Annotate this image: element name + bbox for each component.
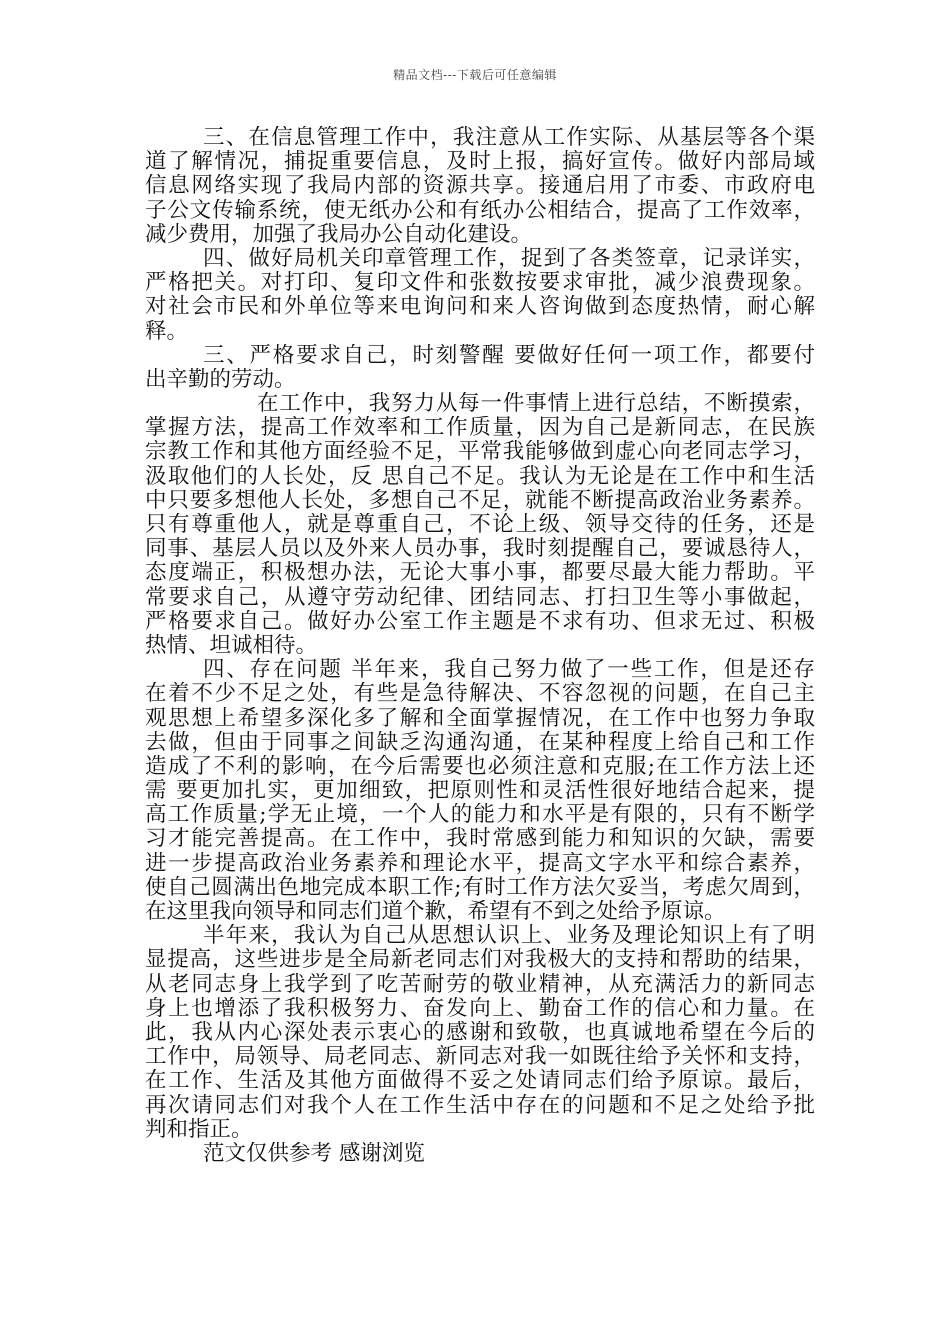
text-line: 对社会市民和外单位等来电询问和来人咨询做到态度热情，耐心解 xyxy=(145,295,815,320)
text-line: 道了解情况，捕捉重要信息，及时上报，搞好宣传。做好内部局域 xyxy=(145,150,815,175)
text-line: 习才能完善提高。在工作中，我时常感到能力和知识的欠缺，需要 xyxy=(145,827,815,852)
text-line: 严格要求自己。做好办公室工作主题是不求有功、但求无过、积极 xyxy=(145,609,815,634)
page-header: 精品文档---下载后可任意编辑 xyxy=(393,68,557,82)
text-line: 汲取他们的人长处，反 思自己不足。我认为无论是在工作中和生活 xyxy=(145,464,815,489)
text-line: 信息网络实现了我局内部的资源共享。接通启用了市委、市政府电 xyxy=(145,174,815,199)
text-line: 热情、坦诚相待。 xyxy=(145,633,318,658)
text-line: 三、在信息管理工作中，我注意从工作实际、从基层等各个渠 xyxy=(203,126,815,150)
text-line: 去做，但由于同事之间缺乏沟通沟通，在某种程度上给自己和工作 xyxy=(145,730,815,755)
text-line: 进一步提高政治业务素养和理论水平，提高文字水平和综合素养， xyxy=(145,851,815,876)
text-line: 在工作、生活及其他方面做得不妥之处请同志们给予原谅。最后， xyxy=(145,1069,815,1094)
text-line: 造成了不利的影响，在今后需要也必须注意和克服;在工作方法上还 xyxy=(145,754,815,779)
text-line: 此，我从内心深处表示衷心的感谢和致敬，也真诚地希望在今后的 xyxy=(145,1020,815,1045)
text-line: 态度端正，积极想办法，无论大事小事，都要尽最大能力帮助。平 xyxy=(145,561,815,586)
text-line: 四、存在问题 半年来，我自己努力做了一些工作，但是还存 xyxy=(203,658,815,683)
text-line: 中只要多想他人长处，多想自己不足，就能不断提高政治业务素养。 xyxy=(145,488,815,513)
text-line: 观思想上希望多深化多了解和全面掌握情况，在工作中也努力争取 xyxy=(145,706,815,731)
text-line: 掌握方法，提高工作效率和工作质量，因为自己是新同志，在民族 xyxy=(145,416,815,441)
text-line: 在着不少不足之处，有些是急待解决、不容忽视的问题，在自己主 xyxy=(145,682,815,707)
text-line: 严格把关。对打印、复印文件和张数按要求审批，减少浪费现象。 xyxy=(145,271,815,296)
text-line: 工作中，局领导、局老同志、新同志对我一如既往给予关怀和支持， xyxy=(145,1045,815,1070)
text-line: 使自己圆满出色地完成本职工作;有时工作方法欠妥当，考虑欠周到， xyxy=(145,875,815,900)
text-line: 三、严格要求自己，时刻警醒 要做好任何一项工作，都要付 xyxy=(203,343,815,368)
text-line: 宗教工作和其他方面经验不足，平常我能够做到虚心向老同志学习， xyxy=(145,440,815,465)
text-line: 四、做好局机关印章管理工作，捉到了各类签章，记录详实， xyxy=(203,246,815,271)
text-line: 高工作质量;学无止境，一个人的能力和水平是有限的，只有不断学 xyxy=(145,803,815,828)
text-line: 常要求自己，从遵守劳动纪律、团结同志、打扫卫生等小事做起， xyxy=(145,585,815,610)
text-line: 在这里我向领导和同志们道个歉，希望有不到之处给予原谅。 xyxy=(145,900,726,924)
text-line: 同事、基层人员以及外来人员办事，我时刻提醒自己，要诚恳待人， xyxy=(145,537,815,562)
text-line: 从老同志身上我学到了吃苦耐劳的敬业精神，从充满活力的新同志 xyxy=(145,972,815,997)
text-line: 需 要更加扎实，更加细致，把原则性和灵活性很好地结合起来，提 xyxy=(145,779,815,804)
text-line: 出辛勤的劳动。 xyxy=(145,367,296,392)
text-line: 再次请同志们对我个人在工作生活中存在的问题和不足之处给予批 xyxy=(145,1093,815,1118)
text-line: 范文仅供参考 感谢浏览 xyxy=(203,1141,425,1166)
text-line: 只有尊重他人，就是尊重自己，不论上级、领导交待的任务，还是 xyxy=(145,513,815,537)
text-line: 判和指正。 xyxy=(145,1117,253,1142)
text-line: 子公文传输系统，使无纸办公和有纸办公相结合，提高了工作效率， xyxy=(145,198,815,223)
text-line: 半年来，我认为自己从思想认识上、业务及理论知识上有了明 xyxy=(203,924,815,949)
text-line: 释。 xyxy=(145,319,189,344)
text-line: 显提高，这些进步是全局新老同志们对我极大的支持和帮助的结果， xyxy=(145,948,815,973)
document-body xyxy=(145,126,815,1166)
text-line: 身上也增添了我积极努力、奋发向上、勤奋工作的信心和力量。在 xyxy=(145,996,815,1021)
text-line: 在工作中，我努力从每一件事情上进行总结，不断摸索， xyxy=(257,392,815,417)
text-line: 减少费用，加强了我局办公自动化建设。 xyxy=(145,222,533,247)
